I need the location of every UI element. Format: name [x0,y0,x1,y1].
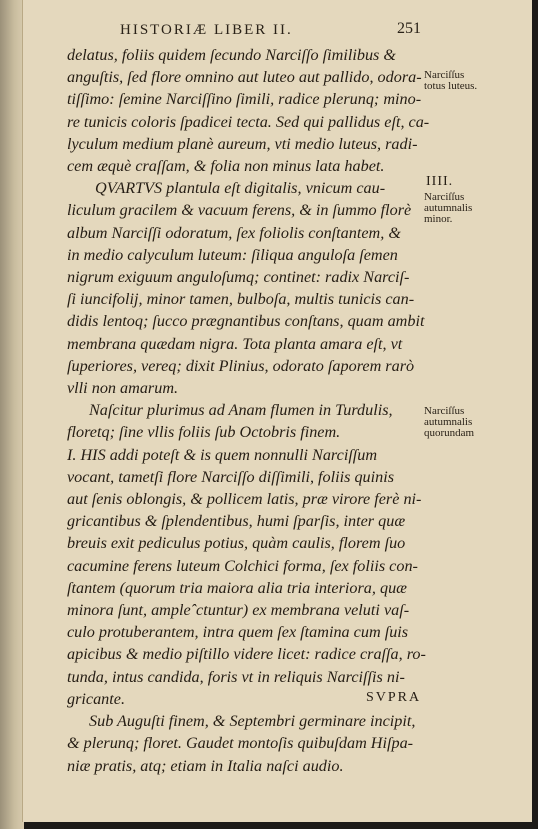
body-line: nigrum exiguum anguloſumq; continet: radix Narciſ- [67,268,410,287]
body-line: album Narciſſi odoratum, ſex foliolis conſtantem, & [67,223,401,242]
body-line: anguſtis, ſed flore omnino aut luteo aut pallido, odora- [67,68,422,87]
body-line: delatus, foliis quidem ſecundo Narciſſo ſimilibus & [67,46,396,64]
body-line: gricantibus & ſplendentibus, humi ſparſis, inter quæ [67,512,406,531]
body-line: didis lentoq; ſucco prægnantibus conſtans, quam ambit [67,312,425,331]
body-line: QVARTVS plantula eſt digitalis, vnicum cau- [95,179,386,198]
body-line: minora ſunt, ampleˆctuntur) ex membrana veluti vaſ- [67,601,410,620]
margin-section-marker: IIII. [426,174,454,189]
body-line: lyculum medium planè aureum, vti medio luteus, radi- [67,134,418,153]
body-line: cacumine ferens luteum Colchici forma, ſex foliis con- [67,556,418,575]
body-line: apicibus & medio piſtillo videre licet: radice craſſa, ro- [67,645,426,664]
body-line: Naſcitur plurimus ad Anam flumen in Turdulis, [89,401,393,420]
body-line: gricante. [67,689,125,708]
body-line: re tunicis coloris ſpadicei tecta. Sed qui pallidus eſt, ca- [67,112,430,131]
margin-note-narcissus-autumnalis-quorundam: Narciſſus autumnalis quorundam [424,405,475,439]
body-line: ſi iuncifolij, minor tamen, bulboſa, multis tunicis can- [67,290,415,309]
body-line: breuis exit pediculus potius, quàm caulis, florem ſuo [67,534,406,553]
catchword: SVPRA [366,690,422,705]
body-text [67,44,430,777]
body-line: liculum gracilem & vacuum ferens, & in ſummo florè [67,201,412,220]
body-line: niæ pratis, atq; etiam in Italia naſci audio. [67,756,344,775]
body-line: aut ſenis oblongis, & pollicem latis, præ virore ferè ni- [67,490,422,509]
body-line: vlli non amarum. [67,379,179,398]
body-line: vocant, tametſi flore Narciſſo diſſimili, foliis quinis [67,467,395,486]
body-line: cem æquè craſſam, & folia non minus lata habet. [67,157,385,176]
body-line: floretq; ſine vllis foliis ſub Octobris finem. [67,423,341,442]
binding-edge [0,0,24,829]
body-line: membrana quædam nigra. Tota planta amara eſt, vt [67,334,403,353]
running-title: HISTORIÆ LIBER II. [120,22,293,38]
body-line: & plerunq; floret. Gaudet montoſis quibuſdam Hiſpa- [67,734,414,753]
margin-note-narcissus-totus-luteus: Narciſſus totus luteus. [424,69,478,92]
body-line: tunda, intus candida, foris vt in reliquis Narciſſis ni- [67,667,405,686]
body-line: in medio calyculum luteum: ſiliqua anguloſa ſemen [67,245,398,264]
body-line: I. HIS addi poteſt & is quem nonnulli Narciſſum [67,445,378,464]
page-number: 251 [397,20,421,37]
margin-note-narcissus-autumnalis-minor: Narciſſus autumnalis minor. [424,191,473,225]
body-line: culo protuberantem, intra quem ſex ſtamina cum ſuis [67,623,409,642]
page-right-edge [532,0,538,829]
body-line: ſuperiores, vereq; dixit Plinius, odorato ſaporem rarò [67,356,415,375]
body-line: tiſſimo: ſemine Narciſſino ſimili, radice plerunq; mino- [67,90,422,109]
body-line: Sub Auguſti finem, & Septembri germinare incipit, [89,712,416,731]
body-line: ſtantem (quorum tria maiora alia tria interiora, quæ [67,578,407,597]
